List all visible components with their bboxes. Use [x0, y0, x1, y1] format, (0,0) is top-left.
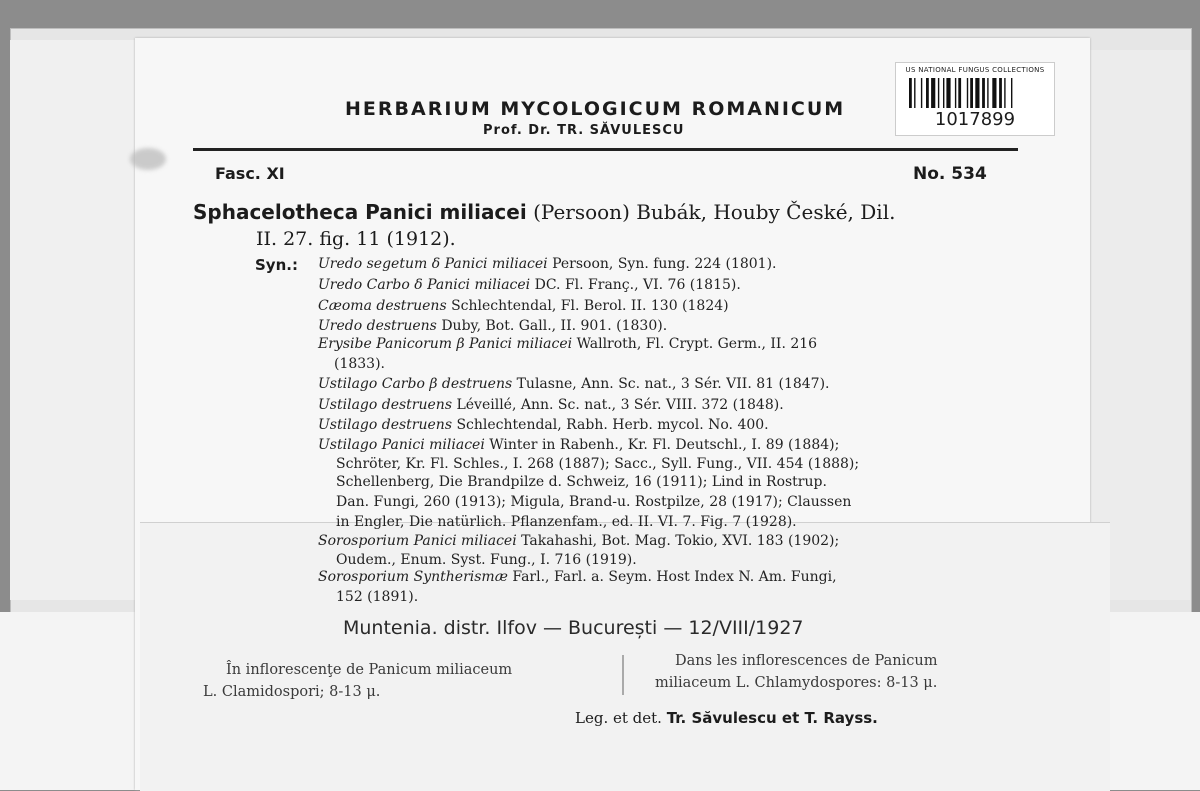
barcode-bar [999, 78, 1002, 108]
barcode-bar [987, 78, 988, 108]
barcode-bar [921, 78, 922, 108]
synonym-citation: Oudem., Enum. Syst. Fung., I. 716 (1919). [336, 552, 637, 568]
barcode-bar [970, 78, 973, 108]
barcode-bar [955, 78, 956, 108]
barcode-bar [938, 78, 939, 108]
barcode-bar [975, 78, 979, 108]
synonym-row [336, 456, 859, 472]
species-line [193, 200, 895, 224]
synonym-taxon: Erysibe Panicorum β Panici miliacei [318, 336, 573, 352]
synonym-row [336, 494, 851, 510]
synonym-row [318, 336, 817, 352]
barcode-bar [926, 78, 929, 108]
synonym-taxon: Ustilago destruens [318, 397, 453, 413]
synonym-citation: Takahashi, Bot. Mag. Tokio, XVI. 183 (1902); [516, 533, 840, 549]
synonym-taxon: Ustilago destruens [318, 417, 453, 433]
description-fr-line2: miliaceum L. Chlamydospores: 8-13 μ. [655, 675, 938, 691]
envelope-flap-left [10, 40, 141, 600]
synonym-row [318, 417, 769, 433]
barcode-bar [943, 78, 944, 108]
header-rule [193, 148, 1018, 151]
barcode-bar [946, 78, 950, 108]
synonym-taxon: Sorosporium Syntherismæ [318, 569, 508, 585]
barcode-icon [909, 78, 1041, 108]
synonym-row [318, 376, 830, 392]
synonym-row [318, 533, 839, 549]
envelope-flap-right [1089, 50, 1190, 600]
synonym-row [318, 318, 667, 334]
barcode-bar [992, 78, 996, 108]
synonym-citation: Winter in Rabenh., Kr. Fl. Deutschl., I. 89 (1884); [484, 437, 840, 453]
barcode-bar [967, 78, 968, 108]
synonym-citation: Schlechtendal, Rabh. Herb. mycol. No. 400. [452, 417, 769, 433]
synonym-citation: Wallroth, Fl. Crypt. Germ., II. 216 [572, 336, 818, 352]
synonym-taxon: Uredo segetum δ Panici miliacei [318, 256, 548, 272]
description-ro-line2: L. Clamidospori; 8-13 μ. [203, 684, 381, 700]
barcode-label [895, 62, 1055, 136]
barcode-bar [914, 78, 915, 108]
barcode-bar [1011, 78, 1012, 108]
synonym-taxon: Uredo destruens [318, 318, 437, 334]
barcode-bar [931, 78, 935, 108]
synonym-row [336, 552, 637, 568]
barcode-caption: US NATIONAL FUNGUS COLLECTIONS [905, 66, 1045, 74]
synonym-taxon: Cæoma destruens [318, 298, 447, 314]
synonym-row [318, 256, 777, 272]
synonym-row [318, 569, 837, 585]
barcode-bar [1004, 78, 1005, 108]
fascicle: Fasc. XI [215, 164, 285, 183]
synonym-row [336, 474, 827, 490]
barcode-number: 1017899 [934, 109, 1016, 130]
barcode-bar [982, 78, 985, 108]
locality: Muntenia. distr. Ilfov — București — 12/VIII/1927 [343, 617, 804, 639]
collector-names: Tr. Săvulescu et T. Rayss. [666, 709, 878, 727]
description-fr-line1: Dans les inflorescences de Panicum [675, 653, 938, 669]
barcode-bar [958, 78, 961, 108]
synonym-row [318, 298, 729, 314]
barcode-bar [909, 78, 912, 108]
collector-prefix: Leg. et det. [575, 709, 662, 727]
synonym-row [336, 514, 797, 530]
synonym-taxon: Ustilago Carbo β destruens [318, 376, 513, 392]
species-authority-cont: II. 27. fig. 11 (1912). [256, 228, 456, 250]
synonym-citation: Duby, Bot. Gall., II. 901. (1830). [436, 318, 668, 334]
synonym-taxon: Uredo Carbo δ Panici miliacei [318, 277, 531, 293]
species-name: Sphacelotheca Panici miliacei [193, 200, 527, 224]
synonym-citation: Schellenberg, Die Brandpilze d. Schweiz, 16 (1911); Lind in Rostrup. [336, 474, 827, 490]
synonym-row [334, 356, 385, 372]
herbarium-title: HERBARIUM MYCOLOGICUM ROMANICUM [345, 98, 846, 120]
synonym-citation: Dan. Fungi, 260 (1913); Migula, Brand-u. Rostpilze, 28 (1917); Claussen [336, 494, 852, 510]
synonym-citation: Persoon, Syn. fung. 224 (1801). [547, 256, 777, 272]
herbarium-subtitle: Prof. Dr. TR. SĂVULESCU [483, 123, 685, 138]
synonym-row [318, 437, 839, 453]
synonym-citation: Tulasne, Ann. Sc. nat., 3 Sér. VII. 81 (1847). [512, 376, 830, 392]
synonym-citation: Léveillé, Ann. Sc. nat., 3 Sér. VIII. 372 (1848). [452, 397, 784, 413]
synonym-citation: in Engler, Die natürlich. Pflanzenfam., ed. II. VI. 7. Fig. 7 (1928). [336, 514, 797, 530]
synonyms-label: Syn.: [255, 256, 298, 274]
synonym-row [336, 589, 418, 605]
synonym-citation: (1833). [334, 356, 386, 372]
synonym-citation: Schlechtendal, Fl. Berol. II. 130 (1824) [446, 298, 729, 314]
column-divider [622, 655, 624, 695]
synonym-row [318, 397, 784, 413]
species-authority: (Persoon) Bubák, Houby České, Dil. [533, 200, 896, 224]
synonym-taxon: Sorosporium Panici miliacei [318, 533, 517, 549]
synonym-citation: 152 (1891). [336, 589, 419, 605]
specimen-number: No. 534 [913, 164, 987, 184]
paper-stain [130, 148, 166, 170]
collector-line [575, 709, 878, 727]
synonym-citation: DC. Fl. Franç., VI. 76 (1815). [530, 277, 741, 293]
synonym-citation: Farl., Farl. a. Seym. Host Index N. Am. Fungi, [507, 569, 837, 585]
synonym-row [318, 277, 741, 293]
synonym-citation: Schröter, Kr. Fl. Schles., I. 268 (1887); Sacc., Syll. Fung., VII. 454 (1888); [336, 456, 860, 472]
description-ro-line1: În inflorescenţe de Panicum miliaceum [226, 662, 513, 678]
synonym-taxon: Ustilago Panici miliacei [318, 437, 485, 453]
